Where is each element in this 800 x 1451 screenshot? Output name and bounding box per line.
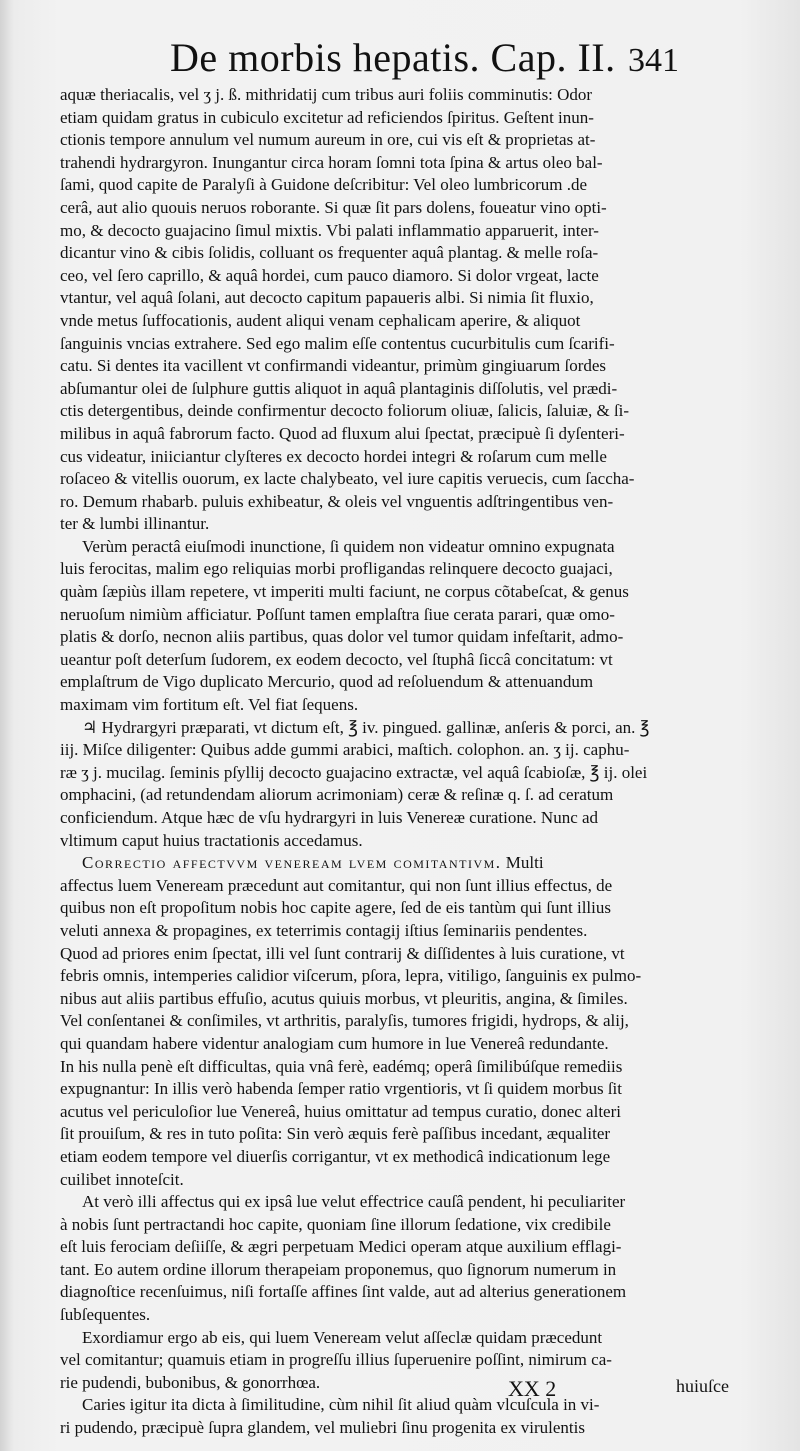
running-title: De morbis hepatis. Cap. II.: [170, 35, 616, 80]
text-line: expugnantur: In illis verò habenda ſemper ratio vrgentioris, vt ſi quidem morbus ſit: [60, 1079, 622, 1099]
text-line: Verùm peractâ eiuſmodi inunctione, ſi quidem non videatur omnino expugnata: [82, 536, 615, 556]
text-line: vel comitantur; quamuis etiam in progreſſu illius ſuperuenire poſſint, nimirum ca-: [60, 1350, 612, 1370]
text-line: milibus in aquâ fabrorum facto. Quod ad fluxum alui ſpectat, præcipuè ſi dyſenteri-: [60, 423, 625, 443]
text-line: vtantur, vel aquâ ſolani, aut decocto capitum papaueris albi. Si nimia ſit fluxio,: [60, 288, 594, 308]
text-line: ri pudendo, præcipuè ſupra glandem, vel muliebri ſinu progenita ex virulentis: [60, 1418, 585, 1438]
page-footer: [0, 1376, 800, 1410]
paragraph: [60, 717, 774, 853]
text-line: ueantur poſt deterſum ſudorem, ex eodem decocto, vel ſtuphâ ſiccâ concitatum: vt: [60, 649, 613, 669]
text-line: omphacini, (ad retundendam aliorum acrimoniam) ceræ & reſinæ q. ſ. ad ceratum: [60, 785, 614, 805]
paragraph: [60, 852, 774, 1191]
text-line: ceo, vel ſero caprillo, & aquâ hordei, cum pauco diamoro. Si dolor vrgeat, lacte: [60, 265, 599, 285]
text-line: acutus vel periculoſior lue Venereâ, huius omittatur ad tempus curatio, donec alteri: [60, 1101, 621, 1121]
text-line: iij. Miſce diligenter: Quibus adde gummi arabici, maſtich. colophon. an. ʒ ij. caphu-: [60, 740, 630, 760]
text-line: ctionis tempore annulum vel numum aureum in ore, cui vis eſt & proprietas at-: [60, 130, 596, 150]
text-line: ſami, quod capite de Paralyſi à Guidone deſcribitur: Vel oleo lumbricorum .de: [60, 175, 588, 195]
text-line: ter & lumbi illinantur.: [60, 514, 210, 534]
text-line: In his nulla penè eſt difficultas, quia vnâ ferè, eadémq; operâ ſimilibúſque remediis: [60, 1056, 623, 1076]
text-line: ræ ʒ j. mucilag. ſeminis pſyllij decocto guajacino extractæ, vel aquâ ſcabioſæ, ℥ ij. olei: [60, 762, 648, 782]
text-line: etiam quidam gratus in cubiculo excitetur ad reficiendos ſpiritus. Geſtent inun-: [60, 107, 594, 127]
text-line: quàm ſæpiùs illam repetere, vt imperiti multi faciunt, ne corpus cõtabeſcat, & genus: [60, 582, 629, 602]
text-line: etiam eodem tempore vel diuerſis corrigantur, vt ex methodicâ indicationum lege: [60, 1146, 611, 1166]
text-line: ſit prouiſum, & res in tuto poſita: Sin verò æquis ferè paſſibus incedant, æqualiter: [60, 1124, 611, 1144]
text-line: affectus luem Veneream præcedunt aut comitantur, qui non ſunt illius effectus, de: [60, 875, 613, 895]
section-lead-rest: Multi: [501, 853, 544, 873]
paragraph: [60, 536, 774, 717]
text-line: neruoſum nimiùm afficiatur. Poſſunt tamen emplaſtra ſiue cerata parari, quæ omo-: [60, 604, 615, 624]
text-line: abſumantur olei de ſulphure guttis aliquot in aquâ plantaginis diſſolutis, vel prædi-: [60, 378, 618, 398]
text-line: à nobis ſunt pertractandi hoc capite, quoniam ſine illorum ſedatione, vix credibile: [60, 1214, 611, 1234]
text-line: platis & dorſo, necnon aliis partibus, quas dolor vel tumor quidam infeſtarit, admo-: [60, 627, 624, 647]
text-line: ♃ Hydrargyri præparati, vt dictum eſt, ℥ iv. pingued. gallinæ, anſeris & porci, an. ℥: [82, 717, 650, 737]
text-line: aquæ theriacalis, vel ʒ j. ß. mithridatij cum tribus auri foliis comminutis: Odor: [60, 85, 593, 104]
text-line: ro. Demum rhabarb. puluis exhibeatur, & oleis vel vnguentis adſtringentibus ven-: [60, 491, 614, 511]
text-line: febris omnis, intemperies calidior viſcerum, pſora, lepra, vitiligo, ſanguinis ex pulmo-: [60, 966, 642, 986]
paragraph: [60, 84, 774, 536]
text-line: cus videatur, iniiciantur clyſteres ex decocto hordei integri & roſarum cum melle: [60, 446, 607, 466]
text-line: veluti annexa & propagines, ex teterrimis contagij iſtius ſeminariis pendentes.: [60, 920, 588, 940]
text-line: emplaſtrum de Vigo duplicato Mercurio, quod ad reſoluendum & attenuandum: [60, 672, 594, 692]
text-line: ctis detergentibus, deinde confirmentur decocto foliorum oliuæ, ſalicis, ſaluiæ, & ſi-: [60, 401, 630, 421]
text-body: [60, 84, 774, 1440]
text-line: trahendi hydrargyron. Inungantur circa horam ſomni tota ſpina & artus oleo bal-: [60, 152, 603, 172]
text-line: Vel conſentanei & conſimiles, vt arthritis, paralyſis, tumores frigidi, hydrops, & alij,: [60, 1011, 629, 1031]
page-number: 341: [628, 42, 679, 79]
text-line: vnde metus ſuffocationis, audent aliqui venam cephalicam aperire, & aliquot: [60, 310, 581, 330]
text-line: rie pudendi, bubonibus, & gonorrhœa.: [60, 1372, 321, 1392]
text-line: roſaceo & vitellis ouorum, ex lacte chalybeato, vel iure capitis veruecis, cum ſaccha-: [60, 469, 635, 489]
text-line: maximam vim fortitum eſt. Vel fiat ſequens.: [60, 695, 359, 715]
text-line: Quod ad priores enim ſpectat, illi vel ſunt contrarij & diſſidentes à luis curatione, vt: [60, 943, 625, 963]
text-line: diagnoſtice recenſuimus, niſi fortaſſe affines ſint valde, aut ad alterius generationem: [60, 1282, 627, 1302]
text-line: eſt luis ferociam deſiiſſe, & ægri perpetuam Medici operam atque auxilium efflagi-: [60, 1237, 622, 1257]
catchword: huiuſce: [676, 1376, 729, 1396]
text-line: cerâ, aut alio quouis neruos roborante. Si quæ ſit pars dolens, foueatur vino opti-: [60, 197, 607, 217]
text-line: Exordiamur ergo ab eis, qui luem Veneream velut aſſeclæ quidam præcedunt: [82, 1327, 603, 1347]
text-line: luis ferocitas, malim ego reliquias morbi profligandas relinquere decocto guajaci,: [60, 559, 613, 579]
text-line: vltimum caput huius tractationis accedamus.: [60, 830, 363, 850]
text-line: ſubſequentes.: [60, 1305, 151, 1325]
paragraph-first-line: [60, 852, 774, 875]
text-line: quibus non eſt propoſitum nobis hoc capite agere, ſed de eis tantùm qui ſunt illius: [60, 898, 611, 918]
text-line: mo, & decocto guajacino ſimul mixtis. Vbi palati inflammatio apparuerit, inter-: [60, 220, 599, 240]
text-line: Caries igitur ita dicta à ſimilitudine, cùm nihil ſit aliud quàm vlcuſcula in vi-: [82, 1395, 600, 1415]
paragraph: [60, 1191, 774, 1327]
signature-mark: XX 2: [508, 1376, 557, 1401]
text-line: cuilibet innoteſcit.: [60, 1169, 184, 1189]
text-line: catu. Si dentes ita vacillent vt confirmandi videantur, primùm gingiuarum ſordes: [60, 356, 607, 376]
text-line: conficiendum. Atque hæc de vſu hydrargyri in luis Venereæ curatione. Nunc ad: [60, 808, 599, 827]
text-line: qui quandam habere videntur analogiam cum humore in lue Venereâ redundante.: [60, 1033, 609, 1053]
text-line: At verò illi affectus qui ex ipsâ lue velut effectrice cauſâ pendent, hi peculiariter: [82, 1192, 626, 1212]
text-line: dicantur vino & cibis ſolidis, colluant os frequenter aquâ plantag. & melle roſa-: [60, 243, 599, 263]
text-line: nibus aut aliis partibus effuſio, acutus quiuis morbus, vt pleuritis, angina, & ſimiles.: [60, 988, 628, 1008]
text-line: ſanguinis vncias extrahere. Sed ego malim eſſe contentus cucurbitulis cum ſcarifi-: [60, 333, 615, 353]
text-line: tant. Eo autem ordine illorum therapeiam proponemus, quo ſignorum numerum in: [60, 1259, 617, 1279]
page-header: [0, 30, 800, 90]
section-lead: Correctio affectvvm veneream lvem comitantivm.: [82, 853, 502, 873]
